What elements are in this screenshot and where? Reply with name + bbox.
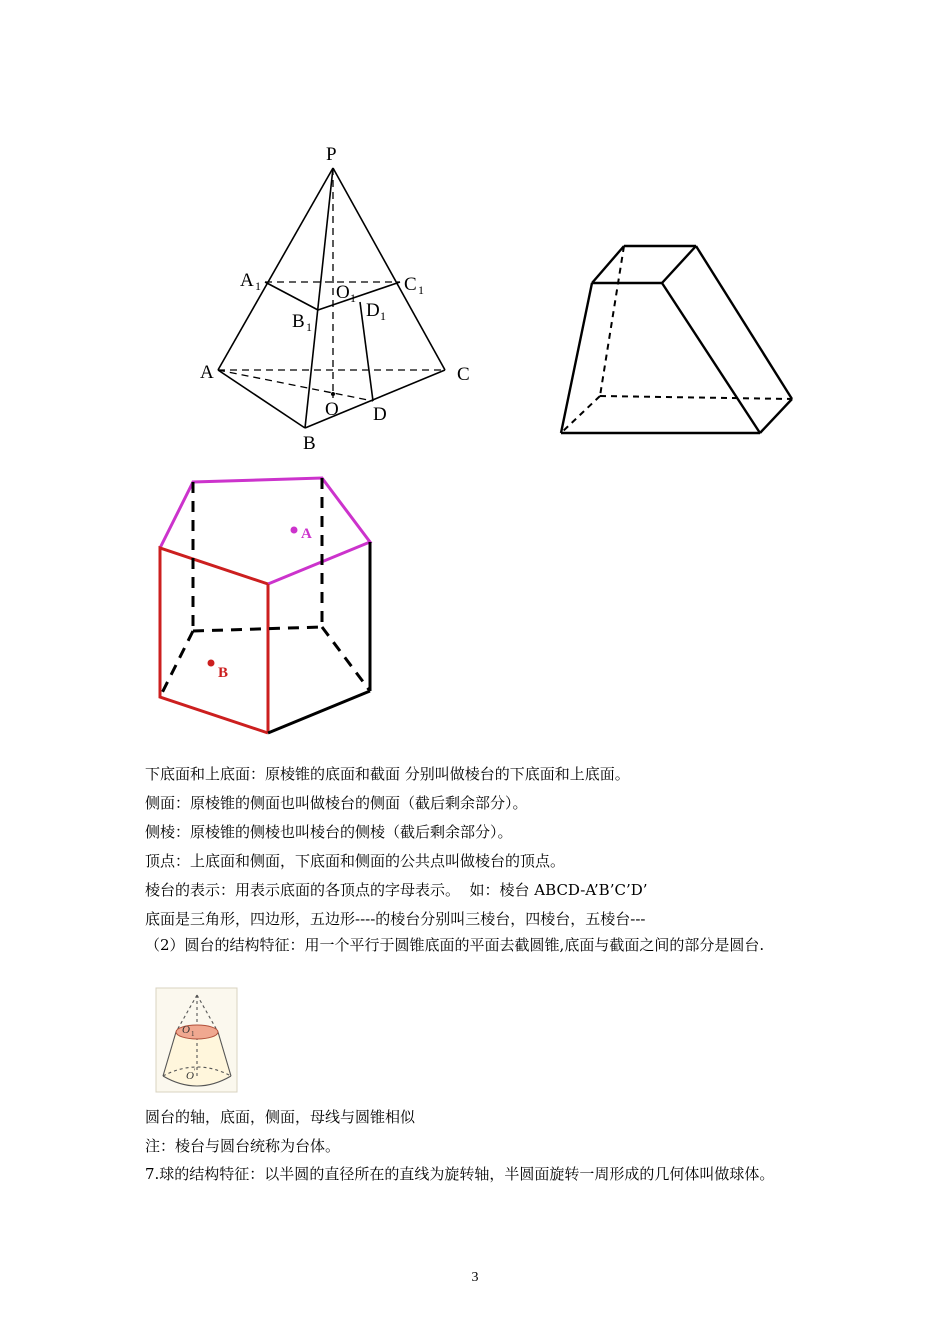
cone-label-top: O bbox=[182, 1024, 190, 1036]
label-B1-sub: 1 bbox=[306, 320, 312, 334]
page-number: 3 bbox=[471, 1270, 479, 1285]
paragraph-lateral-faces: 侧面：原棱锥的侧面也叫做棱台的侧面（截后剩余部分）。 bbox=[145, 794, 528, 812]
label-A1: A bbox=[240, 270, 254, 291]
label-D1-sub: 1 bbox=[380, 309, 386, 323]
cone-label-bottom: O bbox=[186, 1070, 194, 1082]
paragraph-base-faces: 下底面和上底面：原棱锥的底面和截面 分别叫做棱台的下底面和上底面。 bbox=[145, 765, 630, 783]
label-A: A bbox=[200, 362, 214, 383]
paragraph-vertices: 顶点：上底面和侧面，下底面和侧面的公共点叫做棱台的顶点。 bbox=[145, 852, 566, 870]
label-C1-sub: 1 bbox=[418, 283, 424, 297]
label-D1: D bbox=[366, 300, 380, 321]
paragraph-cone-frustum-definition: （2）圆台的结构特征：用一个平行于圆锥底面的平面去截圆锥,底面与截面之间的部分是圆台. bbox=[145, 936, 765, 954]
cone-label-top-sub: 1 bbox=[191, 1030, 195, 1038]
label-P: P bbox=[326, 144, 337, 165]
label-O1-sub: 1 bbox=[350, 291, 356, 305]
paragraph-naming: 底面是三角形，四边形，五边形----的棱台分别叫三棱台，四棱台，五棱台--- bbox=[145, 910, 646, 928]
paragraph-lateral-edges: 侧棱：原棱锥的侧棱也叫棱台的侧棱（截后剩余部分）。 bbox=[145, 823, 513, 841]
paragraph-cone-frustum-parts: 圆台的轴，底面，侧面，母线与圆锥相似 bbox=[145, 1108, 416, 1126]
point-b-label: B bbox=[218, 665, 229, 681]
label-O1: O bbox=[336, 282, 350, 303]
label-C: C bbox=[457, 364, 470, 385]
label-A1-sub: 1 bbox=[255, 279, 261, 293]
cone-label-bottom-sub: ' bbox=[194, 1067, 196, 1076]
label-B1: B bbox=[292, 311, 305, 332]
point-a-label: A bbox=[301, 526, 312, 542]
label-O: O bbox=[325, 399, 339, 420]
label-D: D bbox=[373, 404, 387, 425]
label-B: B bbox=[303, 433, 316, 454]
paragraph-sphere-definition: 7.球的结构特征：以半圆的直径所在的直线为旋转轴，半圆面旋转一周形成的几何体叫做球体。 bbox=[145, 1165, 775, 1183]
label-C1: C bbox=[404, 274, 417, 295]
paragraph-note: 注：棱台与圆台统称为台体。 bbox=[145, 1137, 341, 1155]
paragraph-notation: 棱台的表示：用表示底面的各顶点的字母表示。 如：棱台 ABCD-A’B’C’D’ bbox=[145, 881, 648, 899]
